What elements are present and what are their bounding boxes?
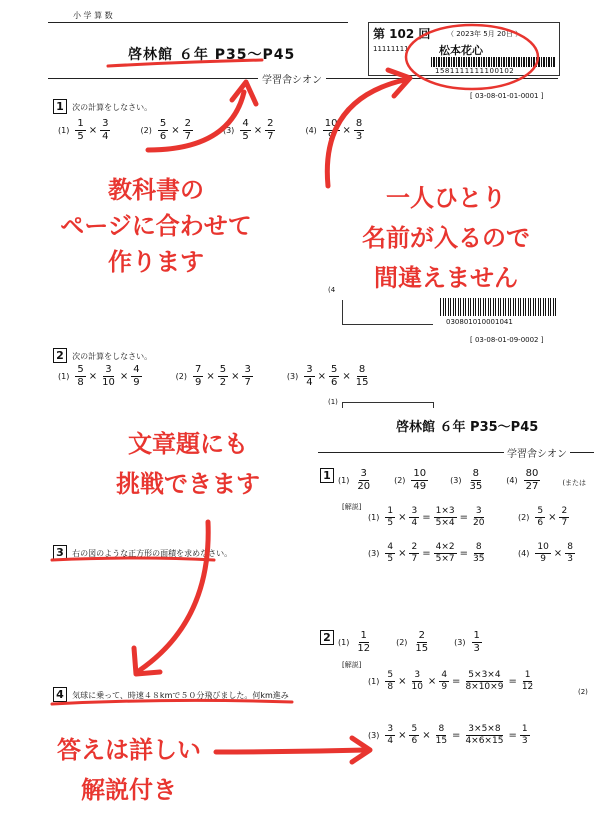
barcode-number: 1581111111100102 (435, 67, 515, 75)
numerator: 5 (77, 364, 84, 375)
equals-sign: = (459, 548, 468, 559)
problem-label: (3) (368, 549, 380, 558)
denominator: 7 (411, 554, 418, 564)
equals-sign: = (452, 676, 461, 687)
denominator: 5 (387, 554, 394, 564)
denominator: 4 (387, 736, 394, 746)
denominator: 5 (387, 518, 394, 528)
callout-explanations-line2: 解説付き (81, 776, 177, 804)
numerator: 3 (387, 724, 394, 734)
partial-label: (4 (328, 286, 336, 294)
denominator: 9 (441, 682, 448, 692)
numerator: 4×2 (435, 542, 455, 552)
denominator: 15 (435, 736, 448, 746)
denominator: 12 (357, 643, 371, 654)
denominator: 8×10×9 (465, 682, 504, 692)
numerator: 8 (472, 468, 480, 479)
callout-textbook (36, 172, 276, 280)
callout-names-line1: 一人ひとり (386, 184, 506, 212)
numerator: 5 (537, 506, 544, 516)
numerator: 2 (411, 542, 418, 552)
denominator: 10 (411, 682, 423, 692)
numerator: 10 (413, 468, 427, 479)
denominator: 3 (567, 554, 573, 564)
numerator: 5 (411, 724, 418, 734)
arrow-3 (140, 522, 208, 670)
numerator: 1 (387, 506, 394, 516)
name-circle (406, 25, 538, 89)
numerator: 3 (105, 364, 112, 375)
problem-label: (3) (450, 476, 462, 485)
times-sign: × (206, 371, 215, 382)
denominator: 4 (411, 518, 418, 528)
barcode-2-number: 030801010001041 (446, 318, 513, 326)
times-sign: × (553, 548, 563, 559)
denominator: 3 (355, 131, 363, 142)
problem-label: (3) (368, 731, 380, 740)
q1-code: [ 03-08-01-01-0001 ] (470, 92, 544, 100)
denominator: 4 (306, 377, 313, 388)
q2-code: [ 03-08-01-09-0002 ] (470, 336, 544, 344)
denominator: 8 (77, 377, 84, 388)
numerator: 4 (387, 542, 394, 552)
numerator: 4 (133, 364, 140, 375)
denominator: 6 (411, 736, 418, 746)
numerator: 3 (414, 670, 421, 680)
denominator: 10 (102, 377, 115, 388)
times-sign: × (171, 125, 180, 136)
denominator: 7 (244, 377, 251, 388)
denominator: 4 (102, 131, 109, 142)
times-sign: × (231, 371, 240, 382)
denominator: 15 (355, 377, 369, 388)
a1-number: 1 (320, 464, 334, 483)
q4-instruction: 気球に乗って、時速４８kmで５０分飛びました。何km進み (72, 691, 289, 700)
numerator: 3 (475, 506, 482, 516)
callout-explanations-line1: 答えは詳しい (57, 736, 201, 764)
arrow-4 (216, 750, 366, 752)
numerator: 2 (561, 506, 568, 516)
denominator: 15 (415, 643, 429, 654)
times-sign: × (398, 512, 407, 523)
denominator: 9 (133, 377, 140, 388)
numerator: 10 (537, 542, 549, 552)
denominator: 6 (159, 131, 167, 142)
equals-sign: = (422, 512, 431, 523)
numerator: 5 (330, 364, 338, 375)
denominator: 7 (267, 131, 274, 142)
q2-number: 2 (53, 348, 67, 363)
callout-word-problems-line1: 文章題にも (128, 430, 248, 458)
numerator: 7 (194, 364, 202, 375)
numerator: 3 (244, 364, 251, 375)
problem-label: (3) (286, 372, 299, 381)
numerator: 1 (524, 670, 531, 680)
student-id: 11111111 (373, 45, 409, 53)
denominator: 4×6×15 (465, 736, 504, 746)
times-sign: × (342, 125, 351, 136)
denominator: 2 (219, 377, 227, 388)
problem-label: (4) (518, 549, 530, 558)
denominator: 6 (537, 518, 544, 528)
equals-sign: = (459, 512, 468, 523)
numerator: 80 (525, 468, 539, 479)
problem-label: (2) (140, 126, 152, 135)
times-sign: × (88, 371, 98, 382)
q3-instruction: 右の図のような正方形の面積を求めなさい。 (72, 549, 233, 558)
numerator: 1 (360, 630, 367, 641)
times-sign: × (398, 548, 407, 559)
times-sign: × (398, 676, 407, 687)
callout-textbook-line2: ページに合わせて (60, 212, 252, 240)
numerator: 3×5×8 (468, 724, 501, 734)
problem-label: (2) (518, 513, 530, 522)
answer-brand: 学習舎シオン (504, 445, 570, 460)
denominator: 8 (387, 682, 394, 692)
times-sign: × (427, 676, 437, 687)
numerator: 1 (521, 724, 528, 734)
equals-sign: = (422, 548, 431, 559)
denominator: 3 (521, 736, 528, 746)
q4-underline (52, 700, 292, 704)
kaisetsu-1: [解説] (342, 503, 362, 511)
callout-word-problems (78, 424, 298, 504)
callout-explanations (34, 730, 224, 810)
numerator: 8 (438, 724, 445, 734)
a2-number: 2 (320, 626, 334, 645)
equals-sign: = (508, 730, 517, 741)
problem-label: (1) (368, 513, 380, 522)
denominator: 5 (242, 131, 249, 142)
problem-label: (3) (222, 126, 235, 135)
equals-sign: = (508, 676, 517, 687)
denominator: 9 (194, 377, 202, 388)
problem-label: (1) (338, 476, 350, 485)
denominator: 3 (473, 643, 480, 654)
issue-number: 第 102 回 (373, 27, 431, 41)
times-sign: × (398, 730, 407, 741)
problem-label: (1) (368, 677, 380, 686)
denominator: 27 (525, 481, 539, 492)
numerator: 4 (441, 670, 448, 680)
times-sign: × (119, 371, 129, 382)
issue-date: （ 2023年 5月 20日 ） (447, 30, 523, 38)
problem-label: (4) (506, 476, 518, 485)
times-sign: × (422, 730, 431, 741)
denominator: 5 (77, 131, 84, 142)
problem-label: (2) (394, 476, 406, 485)
times-sign: × (253, 125, 263, 136)
denominator: 12 (521, 682, 534, 692)
numerator: 8 (475, 542, 482, 552)
times-sign: × (548, 512, 557, 523)
problem-label: (1) (58, 126, 70, 135)
q1-instruction: 次の計算をしなさい。 (72, 103, 153, 112)
student-name: 松本花心 (439, 44, 483, 57)
callout-word-problems-line2: 挑戦できます (116, 470, 260, 498)
numerator: 3 (306, 364, 313, 375)
numerator: 4 (242, 118, 249, 129)
numerator: 2 (184, 118, 191, 129)
denominator: 9 (327, 131, 335, 142)
a1-note: (または (562, 479, 587, 487)
q3-underline (52, 558, 214, 560)
q2-answer-label: (1) (328, 398, 338, 406)
problem-label: (2) (175, 372, 187, 381)
denominator: 6 (330, 377, 338, 388)
numerator: 3 (360, 468, 367, 479)
problem-label: (4) (305, 126, 317, 135)
numerator: 1 (473, 630, 480, 641)
worksheet-title: 啓林館 ６年 P35〜P45 (128, 47, 296, 63)
callout-textbook-line1: 教科書の (108, 176, 204, 204)
numerator: 8 (567, 542, 573, 552)
denominator: 5×7 (435, 554, 455, 564)
denominator: 35 (469, 481, 483, 492)
title-underline (108, 60, 262, 66)
problem-label: (1) (338, 638, 350, 647)
denominator: 5×4 (435, 518, 455, 528)
callout-textbook-line3: 作ります (108, 248, 204, 276)
numerator: 5 (159, 118, 167, 129)
times-sign: × (88, 125, 98, 136)
callout-names-line2: 名前が入るので (362, 224, 530, 252)
arrow-3-head (134, 648, 160, 674)
q3-number: 3 (53, 545, 67, 560)
callout-names (326, 178, 566, 298)
numerator: 2 (418, 630, 425, 641)
equals-sign: = (452, 730, 461, 741)
numerator: 5 (387, 670, 394, 680)
answer-title: 啓林館 ６年 P35〜P45 (396, 420, 539, 435)
denominator: 35 (472, 554, 485, 564)
numerator: 2 (267, 118, 274, 129)
problem-label: (3) (454, 638, 466, 647)
q2-instruction: 次の計算をしなさい。 (72, 352, 153, 361)
times-sign: × (342, 371, 351, 382)
numerator: 10 (324, 118, 338, 129)
numerator: 5 (219, 364, 227, 375)
a2-label-2: (2) (578, 688, 588, 696)
denominator: 7 (561, 518, 568, 528)
denominator: 20 (472, 518, 485, 528)
callout-names-line3: 間違えません (374, 264, 518, 292)
problem-label: (1) (58, 372, 70, 381)
numerator: 3 (102, 118, 109, 129)
denominator: 20 (357, 481, 371, 492)
kaisetsu-2: [解説] (342, 661, 362, 669)
numerator: 5×3×4 (468, 670, 501, 680)
numerator: 8 (358, 364, 366, 375)
times-sign: × (317, 371, 326, 382)
q1-number: 1 (53, 99, 67, 114)
numerator: 8 (355, 118, 363, 129)
subject-label: 小 学 算 数 (73, 11, 113, 20)
brand-name: 学習舎シオン (258, 71, 326, 86)
q4-number: 4 (53, 687, 67, 702)
denominator: 9 (540, 554, 546, 564)
denominator: 7 (184, 131, 191, 142)
denominator: 49 (413, 481, 427, 492)
problem-label: (2) (396, 638, 408, 647)
numerator: 3 (411, 506, 418, 516)
numerator: 1 (77, 118, 84, 129)
numerator: 1×3 (435, 506, 455, 516)
